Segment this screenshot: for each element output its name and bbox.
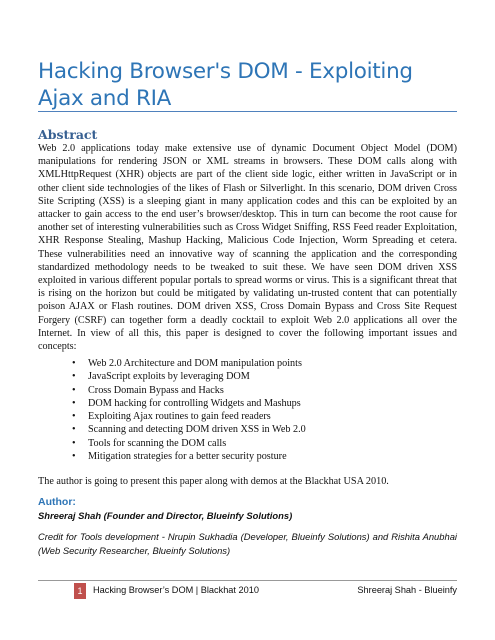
list-item — [72, 384, 306, 397]
list-item-text: Mitigation strategies for a better security posture — [88, 451, 287, 463]
abstract-heading: Abstract — [38, 127, 98, 142]
list-item — [72, 370, 306, 383]
bullet-icon: • — [72, 384, 76, 396]
bullet-icon: • — [72, 397, 76, 409]
bullet-icon: • — [72, 451, 76, 463]
title-divider — [38, 111, 457, 112]
footer-divider — [38, 580, 457, 581]
closing-paragraph: The author is going to present this paper along with demos at the Blackhat USA 2010. — [38, 476, 389, 487]
list-item-text: DOM hacking for controlling Widgets and Mashups — [88, 397, 301, 409]
list-item — [72, 410, 306, 423]
list-item-text: Cross Domain Bypass and Hacks — [88, 384, 224, 396]
credit-text: Credit for Tools development - Nrupin Sukhadia (Developer, Blueinfy Solutions) and Rishita Anubhai (Web Security Researcher, Blueinfy Solutions) — [38, 531, 457, 556]
bullet-icon: • — [72, 437, 76, 449]
list-item-text: JavaScript exploits by leveraging DOM — [88, 371, 250, 383]
list-item-text: Scanning and detecting DOM driven XSS in Web 2.0 — [88, 424, 306, 436]
list-item-text: Tools for scanning the DOM calls — [88, 437, 227, 449]
list-item — [72, 357, 306, 370]
bullet-icon: • — [72, 424, 76, 436]
list-item — [72, 397, 306, 410]
author-heading: Author: — [38, 496, 76, 508]
list-item — [72, 450, 306, 463]
page-number-badge: 1 — [74, 583, 86, 599]
topics-list — [72, 357, 306, 463]
list-item-text: Exploiting Ajax routines to gain feed readers — [88, 411, 271, 423]
list-item — [72, 423, 306, 436]
footer-right-text: Shreeraj Shah - Blueinfy — [357, 585, 457, 595]
list-item — [72, 437, 306, 450]
bullet-icon: • — [72, 411, 76, 423]
document-title: Hacking Browser's DOM - Exploiting Ajax and RIA — [38, 59, 413, 111]
list-item-text: Web 2.0 Architecture and DOM manipulation points — [88, 358, 302, 369]
bullet-icon: • — [72, 371, 76, 383]
author-name: Shreeraj Shah (Founder and Director, Blueinfy Solutions) — [38, 510, 293, 521]
footer-left-text: Hacking Browser’s DOM | Blackhat 2010 — [93, 585, 259, 595]
abstract-body: Web 2.0 applications today make extensive use of dynamic Document Object Model (DOM) manipulations for rendering JSON or XML streams in browsers. These DOM calls along with XMLHttpRequest (XHR) objects are part of the client side logic, either written in JavaScript or in other client side technologies of the likes of Flash or Silverlight. In this scenario, DOM driven Cross Site Scripting (XSS) is a sleeping giant in many application codes and this can be exploited by an attacker to gain access to the end user’s browser/desktop. This in turn can become the root cause for another set of interesting vulnerabilities such as Cross Widget Sniffing, RSS Feed reader Exploitation, XHR Response Stealing, Mashup Hacking, Malicious Code Injection, Worm Spreading et cetera. These vulnerabilities need an innovative way of scanning the application and the corresponding standardized methodology needs to be tweaked to suit these. We have seen DOM driven XSS exploited in various different popular portals to spread worms or virus. This is a significant threat that is rising on the horizon but could be mitigated by validating un-trusted content that can potentially poison AJAX or Flash routines. DOM driven XSS, Cross Domain Bypass and Cross Site Request Forgery (CSRF) can together form a deadly cocktail to exploit Web 2.0 applications all over the Internet. In view of all this, this paper is designed to cover the following important issues and concepts: — [38, 143, 457, 353]
bullet-icon: • — [72, 358, 76, 369]
